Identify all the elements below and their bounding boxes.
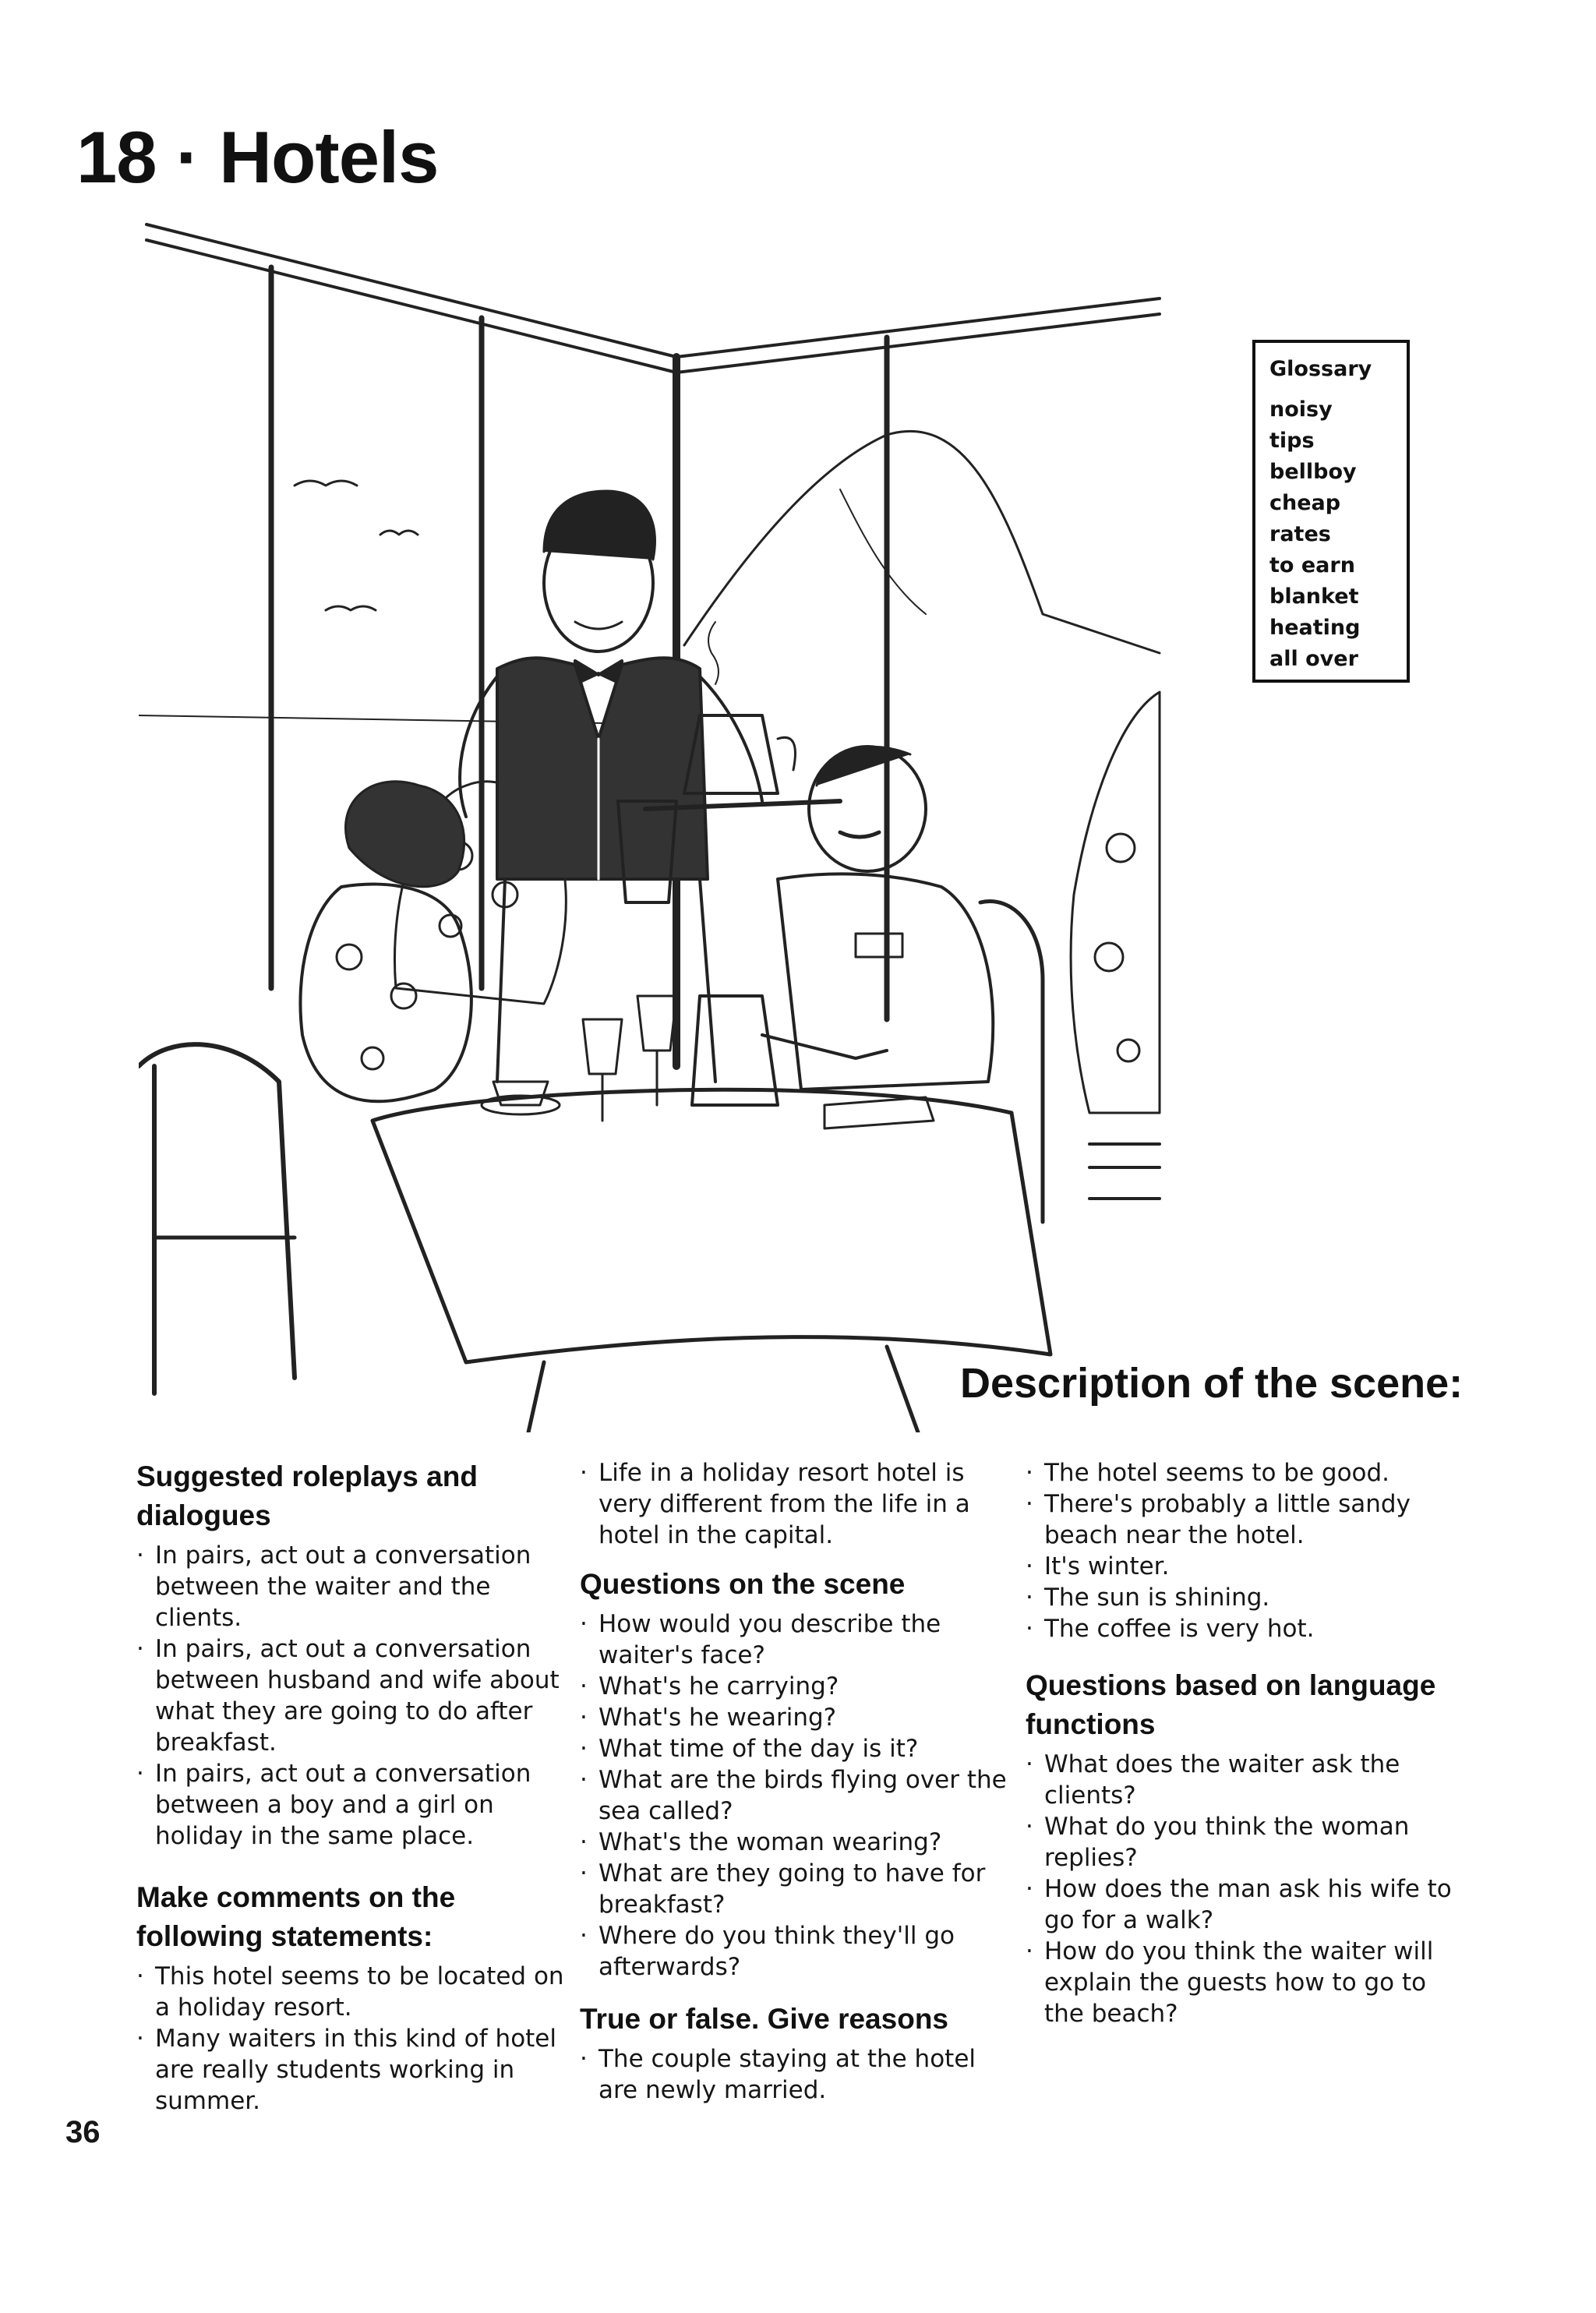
list-item: · How do you think the waiter will explain the guests how to go to the beach? xyxy=(1026,1936,1462,2029)
roleplays-heading: Suggested roleplays and dialogues xyxy=(136,1460,478,1531)
list-item: · What are the birds flying over the sea called? xyxy=(580,1764,1020,1827)
hotel-breakfast-illustration xyxy=(139,209,1175,1432)
bird xyxy=(326,606,376,610)
foliage xyxy=(1071,692,1160,1113)
list-item: · The hotel seems to be good. xyxy=(1026,1457,1462,1488)
true-false-list-continued xyxy=(1026,1457,1462,1644)
window-frame-left xyxy=(147,224,1160,357)
questions-scene-list xyxy=(580,1609,1020,1983)
glass xyxy=(637,996,676,1051)
glossary-item: rates xyxy=(1269,522,1331,546)
true-false-list xyxy=(580,2043,1020,2106)
column-right xyxy=(1026,1457,1462,2029)
waiter-bowtie xyxy=(575,661,622,684)
list-item: · Life in a holiday resort hotel is very different from the life in a hotel in the capital. xyxy=(580,1457,1020,1551)
list-item: · The sun is shining. xyxy=(1026,1582,1462,1613)
glossary-item: bellboy xyxy=(1269,460,1357,484)
roleplays-list xyxy=(136,1540,573,1852)
list-item: · What are they going to have for breakfast? xyxy=(580,1858,1020,1920)
list-item: · The couple staying at the hotel are newly married. xyxy=(580,2043,1020,2106)
glossary-box xyxy=(1252,340,1410,683)
description-heading: Description of the scene: xyxy=(960,1360,1464,1407)
glossary-title: Glossary xyxy=(1269,357,1372,381)
glossary-item: tips xyxy=(1269,429,1315,453)
waiter-vest xyxy=(497,658,708,879)
list-item: · What do you think the woman replies? xyxy=(1026,1811,1462,1873)
woman-hair xyxy=(346,782,464,887)
list-item: · What's he carrying? xyxy=(580,1671,1020,1702)
language-functions-list xyxy=(1026,1749,1462,2029)
list-item: · The coffee is very hot. xyxy=(1026,1613,1462,1644)
list-item: · Many waiters in this kind of hotel are really students working in summer. xyxy=(136,2023,573,2117)
comments-heading: Make comments on the following statements: xyxy=(136,1881,456,1952)
list-item: · What's he wearing? xyxy=(580,1702,1020,1733)
glossary-list xyxy=(1269,394,1407,675)
page-number: 36 xyxy=(65,2115,101,2149)
bird xyxy=(295,481,357,486)
column-middle xyxy=(580,1457,1020,2106)
questions-scene-heading: Questions on the scene xyxy=(580,1568,906,1600)
list-item: · In pairs, act out a conversation between husband and wife about what they are going to do after breakfast. xyxy=(136,1633,573,1758)
glossary-item: blanket xyxy=(1269,584,1359,609)
list-item: · How would you describe the waiter's face? xyxy=(580,1609,1020,1671)
glass xyxy=(583,1019,622,1074)
table xyxy=(373,1089,1050,1362)
glossary-item: all over xyxy=(1269,647,1358,671)
list-item: · What time of the day is it? xyxy=(580,1733,1020,1764)
chair-left xyxy=(139,1044,295,1378)
true-false-heading: True or false. Give reasons xyxy=(580,2003,948,2035)
list-item: · In pairs, act out a conversation between a boy and a girl on holiday in the same place. xyxy=(136,1758,573,1852)
mountain xyxy=(684,431,1160,653)
list-item: · Where do you think they'll go afterwards? xyxy=(580,1920,1020,1983)
list-item: · What does the waiter ask the clients? xyxy=(1026,1749,1462,1811)
glossary-item: noisy xyxy=(1269,397,1333,422)
list-item: · How does the man ask his wife to go for a walk? xyxy=(1026,1873,1462,1936)
glossary-item: cheap xyxy=(1269,491,1341,515)
comments-list-continued xyxy=(580,1457,1020,1551)
list-item: · What's the woman wearing? xyxy=(580,1827,1020,1858)
comments-list xyxy=(136,1961,573,2117)
list-item: · It's winter. xyxy=(1026,1551,1462,1582)
list-item: · There's probably a little sandy beach near the hotel. xyxy=(1026,1488,1462,1551)
bird xyxy=(380,531,418,535)
column-left xyxy=(136,1457,573,2117)
language-functions-heading: Questions based on language functions xyxy=(1026,1669,1436,1740)
page-title: 18 · Hotels xyxy=(76,116,439,198)
glossary-item: heating xyxy=(1269,616,1361,640)
list-item: · This hotel seems to be located on a holiday resort. xyxy=(136,1961,573,2023)
glossary-item: to earn xyxy=(1269,553,1355,577)
list-item: · In pairs, act out a conversation between the waiter and the clients. xyxy=(136,1540,573,1633)
